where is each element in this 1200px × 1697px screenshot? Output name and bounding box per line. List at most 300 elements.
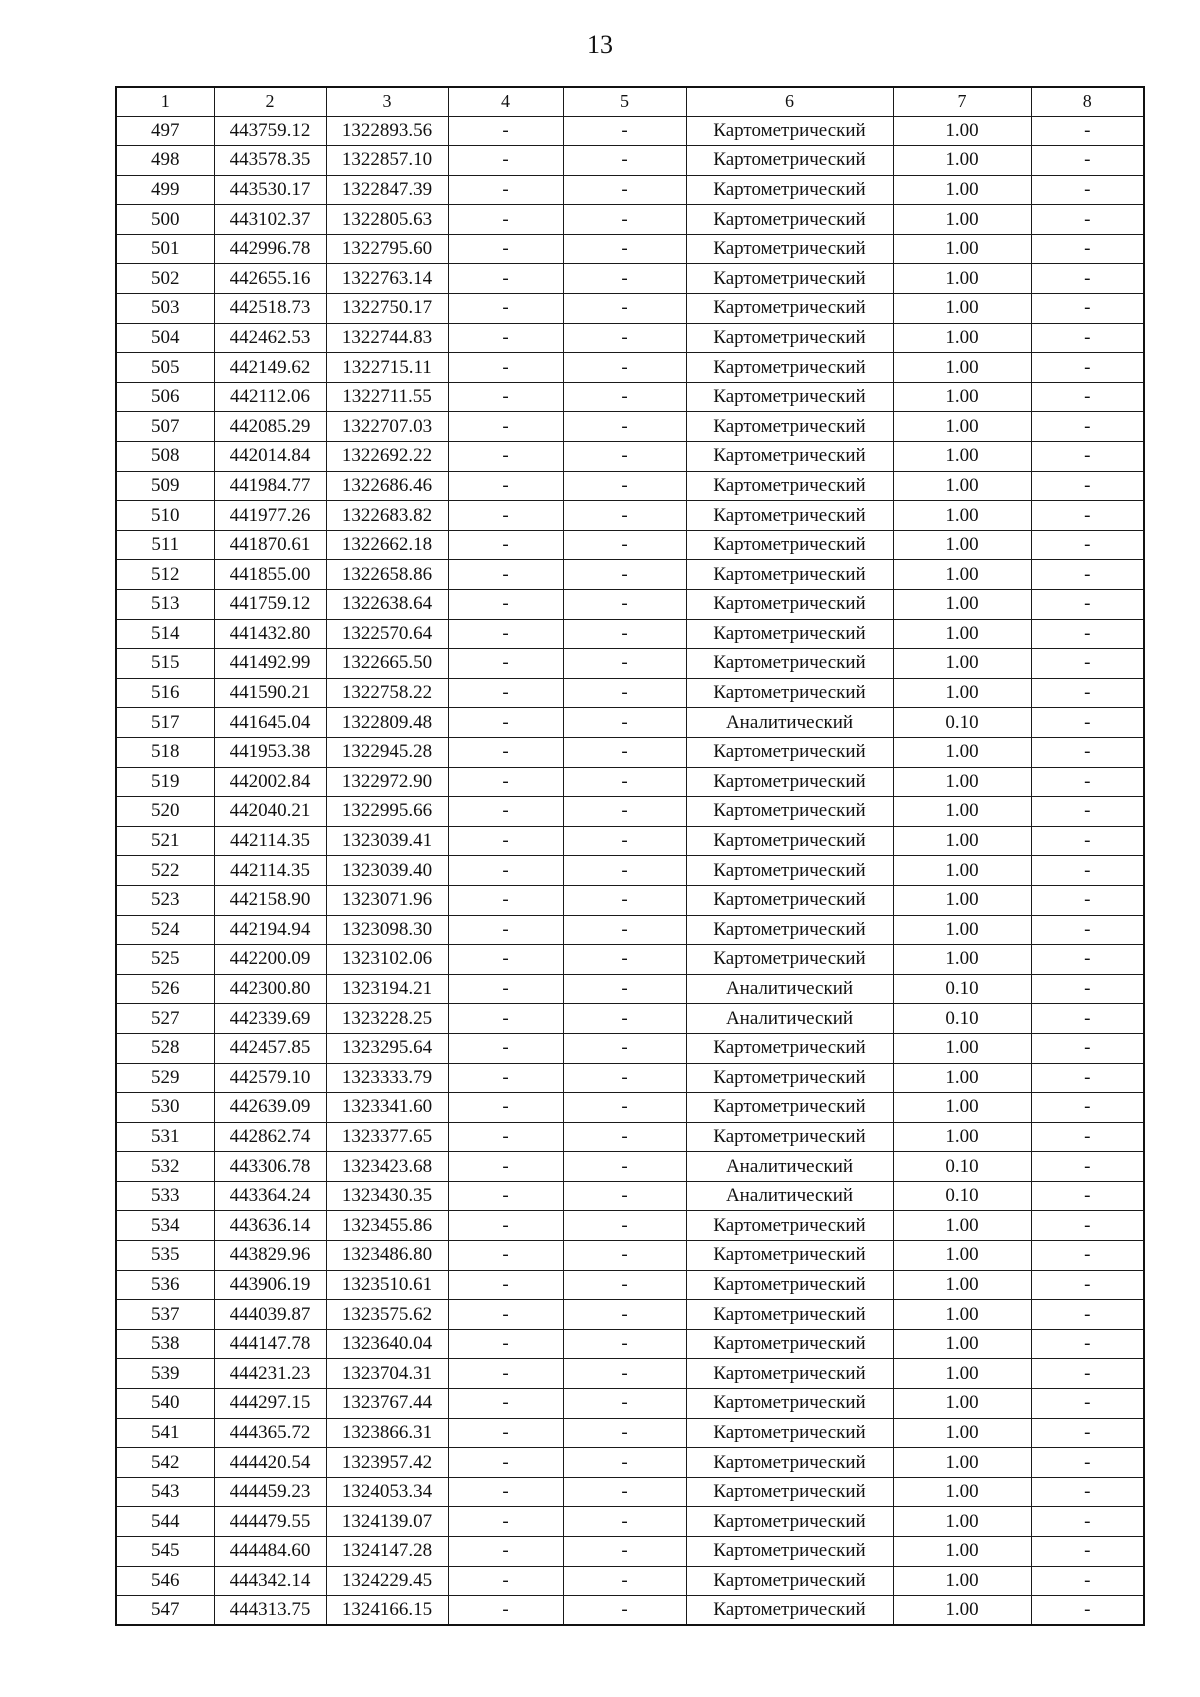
x-coordinate-cell: 441855.00 (214, 560, 326, 590)
y-coordinate-cell: 1323098.30 (326, 915, 448, 945)
col5-cell: - (563, 530, 686, 560)
col8-cell: - (1031, 708, 1144, 738)
y-coordinate-cell: 1323957.42 (326, 1448, 448, 1478)
x-coordinate-cell: 443906.19 (214, 1270, 326, 1300)
point-number-cell: 503 (116, 294, 214, 324)
x-coordinate-cell: 442639.09 (214, 1093, 326, 1123)
accuracy-cell: 1.00 (893, 501, 1031, 531)
y-coordinate-cell: 1322805.63 (326, 205, 448, 235)
method-cell: Картометрический (686, 116, 893, 146)
accuracy-cell: 0.10 (893, 1152, 1031, 1182)
table-row (116, 1418, 1144, 1448)
col4-cell: - (448, 1241, 563, 1271)
method-cell: Картометрический (686, 442, 893, 472)
accuracy-cell: 1.00 (893, 1477, 1031, 1507)
col8-cell: - (1031, 1389, 1144, 1419)
point-number-cell: 538 (116, 1329, 214, 1359)
x-coordinate-cell: 443530.17 (214, 175, 326, 205)
point-number-cell: 542 (116, 1448, 214, 1478)
col4-cell: - (448, 1566, 563, 1596)
table-row (116, 1241, 1144, 1271)
table-row (116, 1329, 1144, 1359)
col4-cell: - (448, 826, 563, 856)
y-coordinate-cell: 1322638.64 (326, 590, 448, 620)
table-row (116, 234, 1144, 264)
accuracy-cell: 1.00 (893, 1537, 1031, 1567)
col4-cell: - (448, 442, 563, 472)
point-number-cell: 500 (116, 205, 214, 235)
table-row (116, 116, 1144, 146)
page-number: 13 (587, 30, 613, 59)
col8-cell: - (1031, 1566, 1144, 1596)
col4-cell: - (448, 1004, 563, 1034)
point-number-cell: 501 (116, 234, 214, 264)
table-row (116, 915, 1144, 945)
x-coordinate-cell: 442194.94 (214, 915, 326, 945)
y-coordinate-cell: 1323039.41 (326, 826, 448, 856)
x-coordinate-cell: 444459.23 (214, 1477, 326, 1507)
col4-cell: - (448, 175, 563, 205)
col5-cell: - (563, 323, 686, 353)
accuracy-cell: 0.10 (893, 1181, 1031, 1211)
y-coordinate-cell: 1323704.31 (326, 1359, 448, 1389)
col4-cell: - (448, 767, 563, 797)
method-cell: Картометрический (686, 382, 893, 412)
table-row (116, 323, 1144, 353)
method-cell: Картометрический (686, 264, 893, 294)
col8-cell: - (1031, 530, 1144, 560)
point-number-cell: 546 (116, 1566, 214, 1596)
method-cell: Картометрический (686, 1241, 893, 1271)
y-coordinate-cell: 1322995.66 (326, 797, 448, 827)
col8-cell: - (1031, 1152, 1144, 1182)
point-number-cell: 522 (116, 856, 214, 886)
accuracy-cell: 1.00 (893, 619, 1031, 649)
method-cell: Картометрический (686, 1211, 893, 1241)
col4-cell: - (448, 412, 563, 442)
col5-cell: - (563, 442, 686, 472)
accuracy-cell: 1.00 (893, 649, 1031, 679)
x-coordinate-cell: 444231.23 (214, 1359, 326, 1389)
method-cell: Картометрический (686, 797, 893, 827)
accuracy-cell: 1.00 (893, 560, 1031, 590)
method-cell: Картометрический (686, 915, 893, 945)
point-number-cell: 547 (116, 1596, 214, 1626)
table-row (116, 590, 1144, 620)
col8-cell: - (1031, 1477, 1144, 1507)
col4-cell: - (448, 1063, 563, 1093)
y-coordinate-cell: 1323071.96 (326, 885, 448, 915)
y-coordinate-cell: 1323430.35 (326, 1181, 448, 1211)
accuracy-cell: 1.00 (893, 264, 1031, 294)
x-coordinate-cell: 441645.04 (214, 708, 326, 738)
col5-cell: - (563, 915, 686, 945)
accuracy-cell: 1.00 (893, 1507, 1031, 1537)
col5-cell: - (563, 471, 686, 501)
point-number-cell: 544 (116, 1507, 214, 1537)
col4-cell: - (448, 501, 563, 531)
point-number-cell: 499 (116, 175, 214, 205)
accuracy-cell: 1.00 (893, 353, 1031, 383)
accuracy-cell: 1.00 (893, 915, 1031, 945)
accuracy-cell: 0.10 (893, 1004, 1031, 1034)
method-cell: Картометрический (686, 678, 893, 708)
col8-cell: - (1031, 1418, 1144, 1448)
x-coordinate-cell: 442579.10 (214, 1063, 326, 1093)
col8-cell: - (1031, 1537, 1144, 1567)
col8-cell: - (1031, 1122, 1144, 1152)
x-coordinate-cell: 442862.74 (214, 1122, 326, 1152)
col8-cell: - (1031, 1033, 1144, 1063)
col5-cell: - (563, 1063, 686, 1093)
accuracy-cell: 1.00 (893, 1418, 1031, 1448)
table-row (116, 1448, 1144, 1478)
column-header: 5 (563, 87, 686, 116)
x-coordinate-cell: 441432.80 (214, 619, 326, 649)
table-row (116, 264, 1144, 294)
table-row (116, 708, 1144, 738)
point-number-cell: 519 (116, 767, 214, 797)
accuracy-cell: 1.00 (893, 205, 1031, 235)
point-number-cell: 530 (116, 1093, 214, 1123)
point-number-cell: 533 (116, 1181, 214, 1211)
point-number-cell: 526 (116, 974, 214, 1004)
col8-cell: - (1031, 382, 1144, 412)
accuracy-cell: 1.00 (893, 471, 1031, 501)
point-number-cell: 517 (116, 708, 214, 738)
col5-cell: - (563, 1566, 686, 1596)
col8-cell: - (1031, 1270, 1144, 1300)
x-coordinate-cell: 442158.90 (214, 885, 326, 915)
x-coordinate-cell: 442149.62 (214, 353, 326, 383)
col5-cell: - (563, 1507, 686, 1537)
col5-cell: - (563, 767, 686, 797)
table-row (116, 294, 1144, 324)
col4-cell: - (448, 1418, 563, 1448)
point-number-cell: 509 (116, 471, 214, 501)
point-number-cell: 528 (116, 1033, 214, 1063)
accuracy-cell: 0.10 (893, 708, 1031, 738)
table-row (116, 649, 1144, 679)
col4-cell: - (448, 471, 563, 501)
method-cell: Картометрический (686, 767, 893, 797)
x-coordinate-cell: 444365.72 (214, 1418, 326, 1448)
col5-cell: - (563, 797, 686, 827)
method-cell: Картометрический (686, 501, 893, 531)
y-coordinate-cell: 1322847.39 (326, 175, 448, 205)
col5-cell: - (563, 1152, 686, 1182)
accuracy-cell: 1.00 (893, 945, 1031, 975)
y-coordinate-cell: 1323039.40 (326, 856, 448, 886)
col8-cell: - (1031, 234, 1144, 264)
method-cell: Картометрический (686, 1418, 893, 1448)
y-coordinate-cell: 1323377.65 (326, 1122, 448, 1152)
col4-cell: - (448, 1270, 563, 1300)
y-coordinate-cell: 1324147.28 (326, 1537, 448, 1567)
accuracy-cell: 1.00 (893, 767, 1031, 797)
method-cell: Картометрический (686, 412, 893, 442)
x-coordinate-cell: 442114.35 (214, 826, 326, 856)
col8-cell: - (1031, 264, 1144, 294)
accuracy-cell: 1.00 (893, 1270, 1031, 1300)
col5-cell: - (563, 945, 686, 975)
col5-cell: - (563, 412, 686, 442)
point-number-cell: 534 (116, 1211, 214, 1241)
col4-cell: - (448, 146, 563, 176)
table-row (116, 856, 1144, 886)
method-cell: Аналитический (686, 1181, 893, 1211)
point-number-cell: 523 (116, 885, 214, 915)
method-cell: Картометрический (686, 1477, 893, 1507)
col5-cell: - (563, 264, 686, 294)
x-coordinate-cell: 444313.75 (214, 1596, 326, 1626)
col8-cell: - (1031, 1181, 1144, 1211)
col5-cell: - (563, 1211, 686, 1241)
col8-cell: - (1031, 945, 1144, 975)
point-number-cell: 514 (116, 619, 214, 649)
col5-cell: - (563, 1241, 686, 1271)
col8-cell: - (1031, 1300, 1144, 1330)
method-cell: Картометрический (686, 856, 893, 886)
col8-cell: - (1031, 294, 1144, 324)
x-coordinate-cell: 444484.60 (214, 1537, 326, 1567)
point-number-cell: 537 (116, 1300, 214, 1330)
y-coordinate-cell: 1322945.28 (326, 737, 448, 767)
col5-cell: - (563, 382, 686, 412)
col8-cell: - (1031, 205, 1144, 235)
x-coordinate-cell: 442040.21 (214, 797, 326, 827)
col8-cell: - (1031, 1211, 1144, 1241)
col4-cell: - (448, 323, 563, 353)
x-coordinate-cell: 441870.61 (214, 530, 326, 560)
table-row (116, 737, 1144, 767)
col4-cell: - (448, 1507, 563, 1537)
col4-cell: - (448, 1448, 563, 1478)
y-coordinate-cell: 1323767.44 (326, 1389, 448, 1419)
column-header: 7 (893, 87, 1031, 116)
col8-cell: - (1031, 146, 1144, 176)
col5-cell: - (563, 1122, 686, 1152)
col4-cell: - (448, 1181, 563, 1211)
x-coordinate-cell: 444479.55 (214, 1507, 326, 1537)
point-number-cell: 505 (116, 353, 214, 383)
method-cell: Картометрический (686, 1093, 893, 1123)
y-coordinate-cell: 1322683.82 (326, 501, 448, 531)
method-cell: Картометрический (686, 619, 893, 649)
col4-cell: - (448, 234, 563, 264)
y-coordinate-cell: 1323455.86 (326, 1211, 448, 1241)
col5-cell: - (563, 234, 686, 264)
accuracy-cell: 1.00 (893, 116, 1031, 146)
col5-cell: - (563, 1596, 686, 1626)
col5-cell: - (563, 1359, 686, 1389)
point-number-cell: 536 (116, 1270, 214, 1300)
table-row (116, 205, 1144, 235)
col8-cell: - (1031, 1063, 1144, 1093)
table-row (116, 678, 1144, 708)
col4-cell: - (448, 560, 563, 590)
table-row (116, 1211, 1144, 1241)
col5-cell: - (563, 1418, 686, 1448)
col4-cell: - (448, 649, 563, 679)
accuracy-cell: 1.00 (893, 382, 1031, 412)
method-cell: Картометрический (686, 1359, 893, 1389)
x-coordinate-cell: 441759.12 (214, 590, 326, 620)
accuracy-cell: 1.00 (893, 797, 1031, 827)
point-number-cell: 540 (116, 1389, 214, 1419)
col5-cell: - (563, 175, 686, 205)
x-coordinate-cell: 443578.35 (214, 146, 326, 176)
col8-cell: - (1031, 885, 1144, 915)
x-coordinate-cell: 443829.96 (214, 1241, 326, 1271)
col8-cell: - (1031, 1596, 1144, 1626)
method-cell: Картометрический (686, 1507, 893, 1537)
col4-cell: - (448, 205, 563, 235)
x-coordinate-cell: 441984.77 (214, 471, 326, 501)
x-coordinate-cell: 443364.24 (214, 1181, 326, 1211)
col8-cell: - (1031, 649, 1144, 679)
y-coordinate-cell: 1322893.56 (326, 116, 448, 146)
y-coordinate-cell: 1322686.46 (326, 471, 448, 501)
y-coordinate-cell: 1322662.18 (326, 530, 448, 560)
y-coordinate-cell: 1323510.61 (326, 1270, 448, 1300)
accuracy-cell: 1.00 (893, 678, 1031, 708)
col8-cell: - (1031, 560, 1144, 590)
col5-cell: - (563, 1181, 686, 1211)
y-coordinate-cell: 1324229.45 (326, 1566, 448, 1596)
x-coordinate-cell: 442655.16 (214, 264, 326, 294)
col4-cell: - (448, 619, 563, 649)
point-number-cell: 515 (116, 649, 214, 679)
col4-cell: - (448, 1389, 563, 1419)
point-number-cell: 497 (116, 116, 214, 146)
table-row (116, 1152, 1144, 1182)
accuracy-cell: 1.00 (893, 590, 1031, 620)
method-cell: Аналитический (686, 974, 893, 1004)
col4-cell: - (448, 353, 563, 383)
y-coordinate-cell: 1322857.10 (326, 146, 448, 176)
table-row (116, 1093, 1144, 1123)
table-body (116, 116, 1144, 1625)
column-header: 4 (448, 87, 563, 116)
accuracy-cell: 1.00 (893, 442, 1031, 472)
accuracy-cell: 1.00 (893, 1389, 1031, 1419)
table-row (116, 442, 1144, 472)
x-coordinate-cell: 441590.21 (214, 678, 326, 708)
accuracy-cell: 1.00 (893, 737, 1031, 767)
col8-cell: - (1031, 915, 1144, 945)
method-cell: Картометрический (686, 353, 893, 383)
method-cell: Картометрический (686, 1566, 893, 1596)
y-coordinate-cell: 1324166.15 (326, 1596, 448, 1626)
point-number-cell: 518 (116, 737, 214, 767)
y-coordinate-cell: 1322972.90 (326, 767, 448, 797)
col5-cell: - (563, 1004, 686, 1034)
point-number-cell: 502 (116, 264, 214, 294)
col5-cell: - (563, 1033, 686, 1063)
accuracy-cell: 1.00 (893, 1329, 1031, 1359)
method-cell: Аналитический (686, 1152, 893, 1182)
col4-cell: - (448, 530, 563, 560)
point-number-cell: 521 (116, 826, 214, 856)
method-cell: Картометрический (686, 1537, 893, 1567)
y-coordinate-cell: 1323640.04 (326, 1329, 448, 1359)
col4-cell: - (448, 885, 563, 915)
col4-cell: - (448, 737, 563, 767)
y-coordinate-cell: 1322809.48 (326, 708, 448, 738)
x-coordinate-cell: 441492.99 (214, 649, 326, 679)
y-coordinate-cell: 1322758.22 (326, 678, 448, 708)
col5-cell: - (563, 619, 686, 649)
y-coordinate-cell: 1322744.83 (326, 323, 448, 353)
accuracy-cell: 1.00 (893, 826, 1031, 856)
col4-cell: - (448, 1596, 563, 1626)
accuracy-cell: 1.00 (893, 146, 1031, 176)
table-row (116, 1004, 1144, 1034)
method-cell: Картометрический (686, 826, 893, 856)
y-coordinate-cell: 1323102.06 (326, 945, 448, 975)
table-row (116, 1389, 1144, 1419)
table-row (116, 501, 1144, 531)
table-row (116, 619, 1144, 649)
col5-cell: - (563, 294, 686, 324)
accuracy-cell: 1.00 (893, 1300, 1031, 1330)
method-cell: Картометрический (686, 1122, 893, 1152)
point-number-cell: 498 (116, 146, 214, 176)
col5-cell: - (563, 560, 686, 590)
y-coordinate-cell: 1324139.07 (326, 1507, 448, 1537)
x-coordinate-cell: 442014.84 (214, 442, 326, 472)
point-number-cell: 507 (116, 412, 214, 442)
x-coordinate-cell: 444420.54 (214, 1448, 326, 1478)
point-number-cell: 516 (116, 678, 214, 708)
col5-cell: - (563, 1329, 686, 1359)
col5-cell: - (563, 856, 686, 886)
accuracy-cell: 0.10 (893, 974, 1031, 1004)
accuracy-cell: 1.00 (893, 323, 1031, 353)
y-coordinate-cell: 1323575.62 (326, 1300, 448, 1330)
column-header: 1 (116, 87, 214, 116)
y-coordinate-cell: 1323866.31 (326, 1418, 448, 1448)
col5-cell: - (563, 1300, 686, 1330)
method-cell: Картометрический (686, 737, 893, 767)
col4-cell: - (448, 382, 563, 412)
col8-cell: - (1031, 1093, 1144, 1123)
method-cell: Картометрический (686, 945, 893, 975)
point-number-cell: 510 (116, 501, 214, 531)
point-number-cell: 513 (116, 590, 214, 620)
method-cell: Картометрический (686, 1389, 893, 1419)
accuracy-cell: 1.00 (893, 1033, 1031, 1063)
accuracy-cell: 1.00 (893, 885, 1031, 915)
col8-cell: - (1031, 353, 1144, 383)
table-row (116, 175, 1144, 205)
table-row (116, 1063, 1144, 1093)
col5-cell: - (563, 737, 686, 767)
y-coordinate-cell: 1322750.17 (326, 294, 448, 324)
method-cell: Картометрический (686, 885, 893, 915)
col8-cell: - (1031, 678, 1144, 708)
col4-cell: - (448, 116, 563, 146)
table-row (116, 471, 1144, 501)
col8-cell: - (1031, 974, 1144, 1004)
col4-cell: - (448, 678, 563, 708)
col4-cell: - (448, 1093, 563, 1123)
accuracy-cell: 1.00 (893, 175, 1031, 205)
col8-cell: - (1031, 175, 1144, 205)
col4-cell: - (448, 974, 563, 1004)
x-coordinate-cell: 444342.14 (214, 1566, 326, 1596)
